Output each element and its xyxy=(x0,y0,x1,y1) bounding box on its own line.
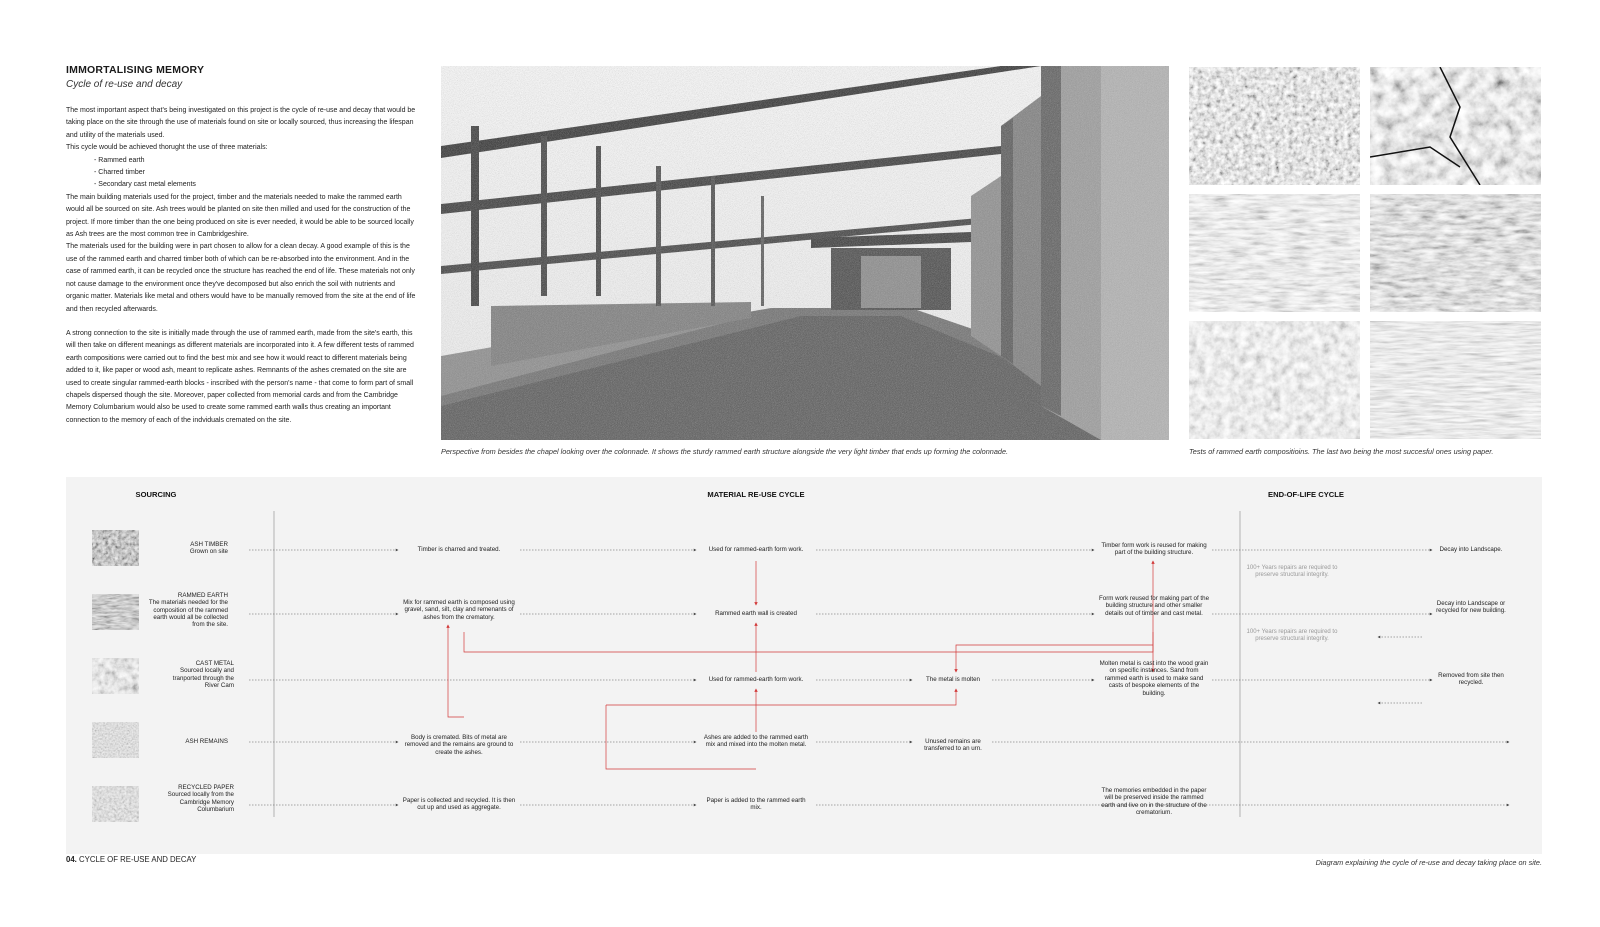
material-item: - Charred timber xyxy=(94,169,145,177)
node-earth-decay: Decay into Landscape or recycled for new building. xyxy=(1436,600,1506,615)
rammed-earth-test-image xyxy=(1370,321,1541,439)
node-paper-memories: The memories embedded in the paper will be preserved inside the rammed earth and live on in the structure of the crematorium. xyxy=(1101,787,1207,817)
node-metal-cast: Molten metal is cast into the wood grain on specific instances. Sand from rammed earth is used to make sand casts of bespoke elements of the building. xyxy=(1099,660,1209,697)
repair-note: 100+ Years repairs are required to preserve structural integrity. xyxy=(1246,629,1338,642)
section-number: 04. xyxy=(66,855,77,864)
page-subtitle: Cycle of re-use and decay xyxy=(66,79,183,90)
source-name: ASH TIMBER xyxy=(190,541,228,548)
section-footer xyxy=(66,855,196,864)
source-description: Grown on site xyxy=(189,548,228,556)
node-metal-formwork: Used for rammed-earth form work. xyxy=(708,676,804,683)
node-metal-removed: Removed from site then recycled. xyxy=(1438,672,1504,687)
source-name: RECYCLED PAPER xyxy=(178,784,234,791)
rammed-earth-test-image xyxy=(1370,194,1541,312)
node-timber-formwork: Used for rammed-earth form work. xyxy=(708,546,804,553)
page-title: IMMORTALISING MEMORY xyxy=(66,64,205,76)
material-item: - Rammed earth xyxy=(94,156,145,164)
source-rammed-earth xyxy=(145,592,228,628)
rammed-earth-test-image xyxy=(1189,67,1360,185)
node-metal-molten: The metal is molten xyxy=(926,676,980,683)
source-description: The materials needed for the composition of the rammed earth would all be collected from the site. xyxy=(148,599,228,629)
diagram-caption: Diagram explaining the cycle of re-use and decay taking place on site. xyxy=(1315,858,1542,867)
node-timber-decay: Decay into Landscape. xyxy=(1439,546,1503,553)
paragraph-connection: A strong connection to the site is initially made through the use of rammed earth, made from the site's earth, this will then take on different meanings as different materials are incorporated into it. A few different tests of rammed earth compositions were carried out to find the best mix and see how it would react to different materials being added to it, like paper or wood ash, meant to replicate ashes. Remnants of the ashes cremated on the site are used to create singular rammed-earth blocks - inscribed with the person's name - that come to form part of small chapels dispersed though the site. Moreover, paper collected from memorial cards and from the Cambridge Memory Columbarium would also be used to create some rammed earth walls thus creating an important connection to the memory of each of the indviduals cremated on the site. xyxy=(66,329,414,424)
render-caption: Perspective from besides the chapel looking over the colonnade. It shows the sturdy rammed earth structure alongside the very light timber that ends up forming the colonnade. xyxy=(441,447,1009,456)
paragraph-sourcing: The main building materials used for the project, timber and the materials needed to make the rammed earth would all be sourced on site. Ash trees would be planted on site then milled and used for the construction of the project. If more timber than the one being produced on site is ever needed, it would be able to be sourced locally as Ash trees are the most common tree in Cambridgeshire. xyxy=(66,193,414,239)
source-recycled-paper xyxy=(154,784,234,813)
reuse-cycle-diagram xyxy=(66,477,1542,854)
rammed-earth-test-image xyxy=(1189,321,1360,439)
node-paper-added: Paper is added to the rammed earth mix. xyxy=(706,797,806,812)
tests-caption: Tests of rammed earth compositioins. The last two being the most succesful ones using paper. xyxy=(1189,447,1494,456)
node-ash-cremated: Body is cremated. Bits of metal are removed and the remains are ground to create the ashes. xyxy=(404,734,514,756)
source-ash-timber xyxy=(138,541,228,556)
node-ash-added: Ashes are added to the rammed earth mix and mixed into the molten metal. xyxy=(703,734,809,749)
ash-remains-thumbnail xyxy=(92,722,139,758)
recycled-paper-thumbnail xyxy=(92,786,139,822)
rammed-earth-test-image xyxy=(1189,194,1360,312)
ash-timber-thumbnail xyxy=(92,530,139,566)
repair-note: 100+ Years repairs are required to preserve structural integrity. xyxy=(1246,565,1338,578)
rammed-earth-test-image xyxy=(1370,67,1541,185)
cast-metal-thumbnail xyxy=(92,658,139,694)
paragraph-materials-intro: This cycle would be achieved thorught the use of three materials: xyxy=(66,144,268,152)
source-cast-metal xyxy=(166,660,234,689)
node-ash-urn: Unused remains are transferred to an urn. xyxy=(924,738,982,753)
source-description: Sourced locally from the Cambridge Memory Columbarium xyxy=(167,791,234,813)
node-paper-collected: Paper is collected and recycled. It is then cut up and used as aggregate. xyxy=(402,797,516,812)
node-earth-wall: Rammed earth wall is created xyxy=(715,610,797,617)
header-reuse-cycle: MATERIAL RE-USE CYCLE xyxy=(707,490,805,499)
header-end-of-life: END-OF-LIFE CYCLE xyxy=(1268,490,1344,499)
source-ash-remains xyxy=(138,738,228,745)
perspective-render-image xyxy=(441,66,1169,440)
paragraph-decay: The materials used for the building were in part chosen to allow for a clean decay. A good example of this is the use of the rammed earth and charred timber both of which can be re-absorbed into the environment. And in the case of rammed earth, it can be recycled once the structure has reached the end of life. These materials not only not cause damage to the environment once they've decomposed but also enrich the soil with nutrients and organic matter. Materials like metal and others would have to be manually removed from the site at the end of life and then recycled afterwards. xyxy=(66,243,416,313)
section-label: CYCLE OF RE-USE AND DECAY xyxy=(79,855,197,864)
source-description: Sourced locally and tranported through the River Cam xyxy=(172,667,234,689)
paragraph-intro: The most important aspect that's being investigated on this project is the cycle of re-use and decay that would be taking place on the site through the use of materials found on site or locally sourced, thus increasing the lifespan and utility of the materials used. xyxy=(66,107,416,139)
header-sourcing: SOURCING xyxy=(135,490,177,499)
node-earth-formwork-reuse: Form work reused for making part of the building structure and other smaller details out of timber and cast metal. xyxy=(1098,595,1210,617)
material-item: - Secondary cast metal elements xyxy=(94,181,196,189)
node-earth-mix: Mix for rammed earth is composed using gravel, sand, silt, clay and remenants of ashes from the crematory. xyxy=(403,599,515,621)
source-name: CAST METAL xyxy=(195,660,234,667)
node-timber-reused: Timber form work is reused for making part of the building structure. xyxy=(1101,542,1207,557)
source-name: RAMMED EARTH xyxy=(177,592,228,599)
body-text xyxy=(66,105,418,427)
rammed-earth-thumbnail xyxy=(92,594,139,630)
source-name: ASH REMAINS xyxy=(185,738,228,745)
node-timber-charred: Timber is charred and treated. xyxy=(417,546,501,553)
text-column xyxy=(66,64,418,427)
